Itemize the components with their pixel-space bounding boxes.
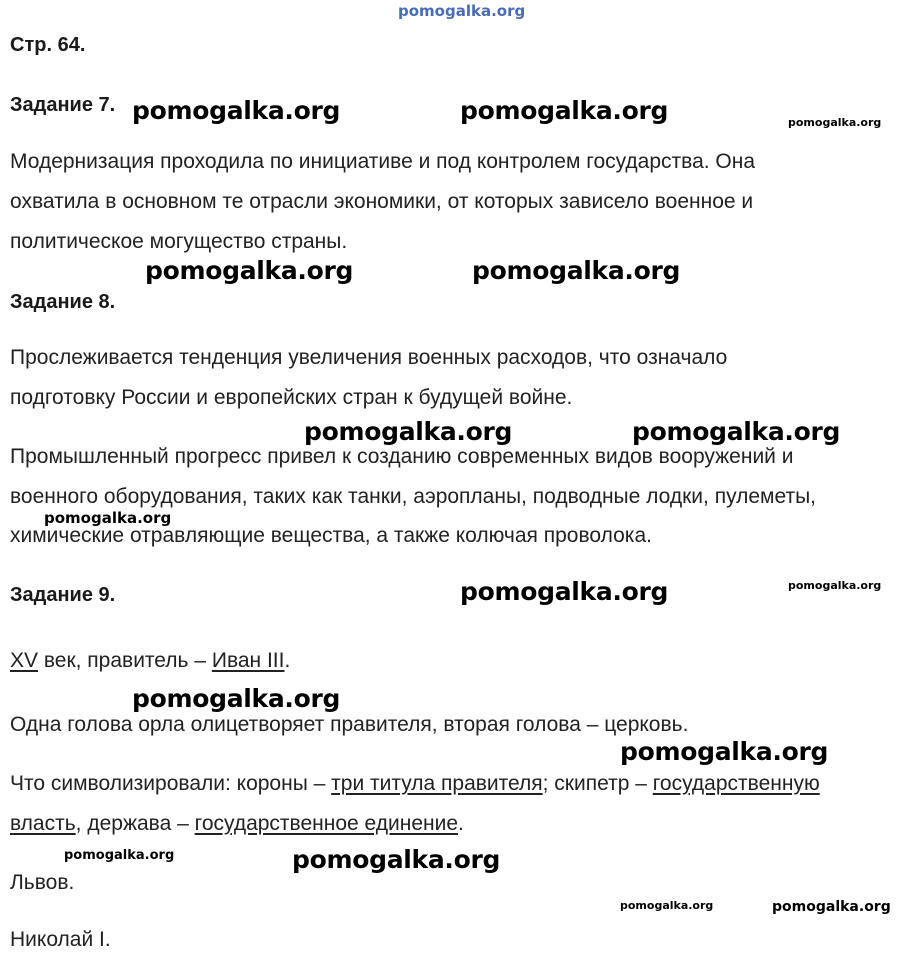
crowns-answer: три титула правителя (331, 772, 543, 795)
watermark-logo: pomogalka.org (292, 845, 501, 874)
task9-heading: Задание 9. (10, 584, 116, 606)
ruler-answer: Иван III (211, 649, 285, 672)
task7-heading: Задание 7. (10, 94, 116, 116)
watermark-logo: pomogalka.org (620, 737, 829, 766)
task7-line-2: охватила в основном те отрасли экономики, от которых зависело военное и (10, 190, 754, 213)
task8-p1-line-1: Прослеживается тенденция увеличения военных расходов, что означало (10, 346, 728, 369)
task8-p2-line-3: химические отравляющие вещества, а также колючая проволока. (10, 524, 652, 547)
task9-line-5: Львов. (10, 871, 75, 894)
text-fragment: век, правитель – (38, 649, 212, 672)
watermark-logo: pomogalka.org (304, 417, 513, 446)
watermark-logo: pomogalka.org (460, 96, 669, 125)
orb-answer: государственное единение (194, 812, 459, 835)
page-number: Стр. 64. (10, 34, 86, 56)
task9-line-3 (10, 764, 820, 804)
watermark-top: pomogalka.org (398, 2, 526, 20)
watermark-logo: pomogalka.org (632, 417, 841, 446)
text-fragment: ; скипетр – (542, 772, 653, 795)
task9-line-1 (10, 641, 290, 681)
watermark-logo: pomogalka.org (145, 256, 354, 285)
task8-p1-line-2: подготовку России и европейских стран к будущей войне. (10, 386, 573, 409)
watermark-logo: pomogalka.org (788, 116, 882, 129)
watermark-logo: pomogalka.org (788, 579, 882, 592)
text-fragment: . (284, 649, 291, 672)
scepter-answer: государственную (652, 772, 820, 795)
task8-p2-line-1: Промышленный прогресс привел к созданию современных видов вооружений и (10, 445, 794, 468)
scepter-answer-cont: власть (10, 812, 76, 835)
text-fragment: , держава – (75, 812, 195, 835)
watermark-logo: pomogalka.org (772, 899, 891, 915)
text-fragment: Что символизировали: короны – (10, 772, 332, 795)
watermark-logo: pomogalka.org (460, 577, 669, 606)
watermark-logo: pomogalka.org (64, 848, 175, 863)
watermark-logo: pomogalka.org (44, 509, 172, 527)
task7-line-3: политическое могущество страны. (10, 230, 348, 253)
text-fragment: . (458, 812, 464, 835)
task8-p2-line-2: военного оборудования, таких как танки, аэропланы, подводные лодки, пулеметы, (10, 485, 817, 508)
task8-heading: Задание 8. (10, 291, 116, 313)
watermark-logo: pomogalka.org (472, 256, 681, 285)
watermark-logo: pomogalka.org (132, 684, 341, 713)
watermark-logo: pomogalka.org (132, 96, 341, 125)
task9-line-2: Одна голова орла олицетворяет правителя, вторая голова – церковь. (10, 713, 689, 736)
task9-line-6: Николай I. (10, 928, 111, 951)
task7-line-1: Модернизация проходила по инициативе и под контролем государства. Она (10, 150, 756, 173)
watermark-logo: pomogalka.org (620, 899, 714, 912)
task9-line-4 (10, 804, 464, 844)
century-answer: XV (10, 649, 39, 672)
